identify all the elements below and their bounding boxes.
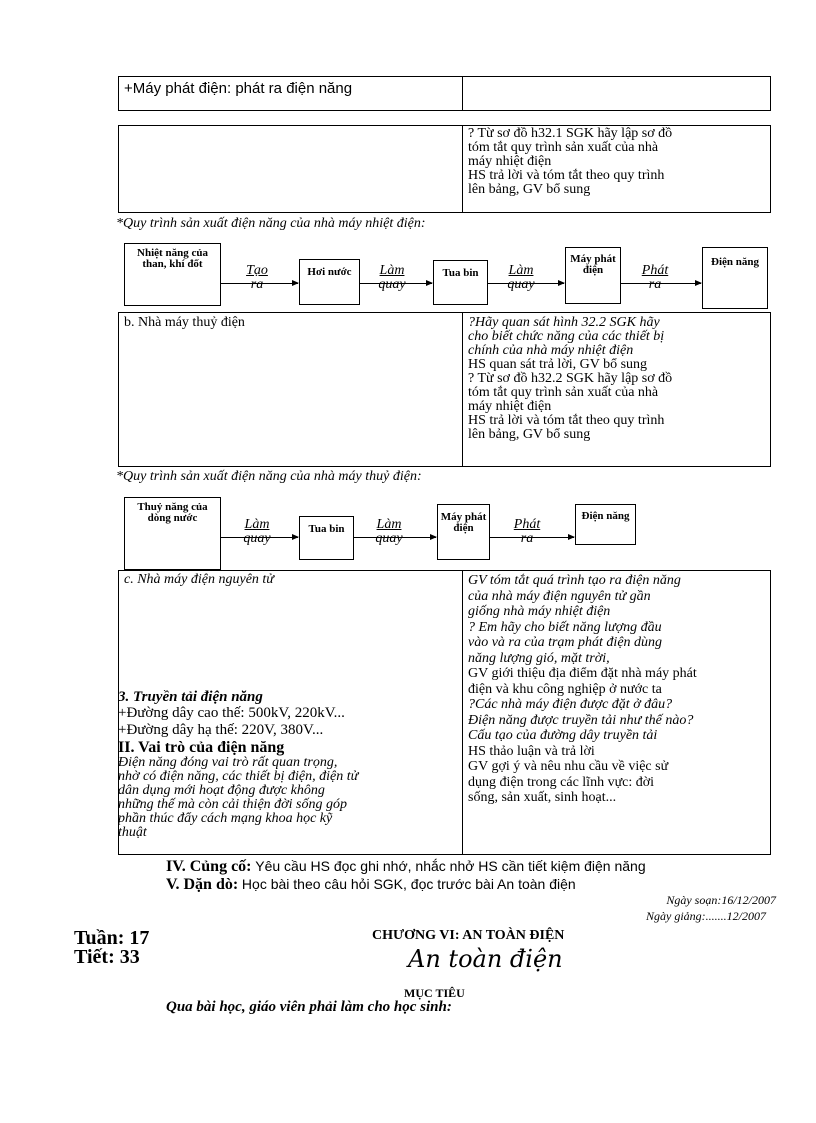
flow-label: Phát ra [641,263,669,292]
homework-text: Học bài theo câu hỏi SGK, đọc trước bài An toàn điện [241,876,576,892]
flow-box-heat-energy: Nhiệt năng của than, khí đốt [124,243,221,306]
text-line: Điện năng đóng vai trò rất quan trọng, [118,755,338,770]
text-line: ? Em hãy cho biết năng lượng đầu [468,619,662,635]
flow-box-electric-energy: Điện năng [702,247,768,309]
text-line: dụng điện trong các lĩnh vực: đời [468,774,655,790]
flow-label: Làm quay [243,517,271,546]
text-line: tóm tắt quy trình sản xuất của nhà [468,140,659,155]
table-divider [462,125,463,213]
text-line: HS quan sát trả lời, GV bổ sung [468,357,648,372]
text-line: lên bảng, GV bổ sung [468,427,591,442]
section-title: II. Vai trò của điện năng [118,739,285,756]
text-line: GV giới thiệu địa điểm đặt nhà máy phát [468,666,697,681]
text-line: chính của nhà máy nhiệt điện [468,343,634,358]
flow-label: Phát ra [513,517,541,546]
consolidation-label: IV. Củng cố: [166,858,252,875]
flow-box-electric-energy: Điện năng [575,504,636,545]
text-line: +Đường dây hạ thế: 220V, 380V... [118,722,324,738]
flow-label: Tạo ra [246,263,268,292]
nuclear-questions [468,573,766,853]
period-label: Tiết: 33 [74,946,140,968]
text-line: máy nhiệt điện [468,154,552,169]
text-line: giống nhà máy nhiệt điện [468,604,611,619]
week-label: Tuần: 17 [74,927,150,949]
homework-label: V. Dặn dò: [166,876,239,893]
text-line: ?Hãy quan sát hình 32.2 SGK hãy [468,316,660,330]
text-line: dân dụng mới hoạt động được không [118,783,325,798]
hydro-heading: b. Nhà máy thuỷ điện [124,316,245,330]
flow-label: Làm quay [378,263,406,292]
text-line: phần thúc đẩy cách mạng khoa học kỹ [118,811,333,826]
text-line: GV tóm tắt quá trình tạo ra điện năng [468,573,681,588]
flow-box-turbine: Tua bin [433,260,488,305]
text-line: Cấu tạo của đường dây truyền tải [468,728,658,743]
text-line: GV gợi ý và nêu nhu cầu về việc sử [468,759,669,774]
text-line: của nhà máy điện nguyên tử gần [468,588,651,604]
lesson-title: An toàn điện [408,945,563,973]
text-line: điện và khu công nghiệp ở nước ta [468,681,662,697]
teach-date: Ngày giảng:.......12/2007 [646,909,766,923]
homework-line [166,876,576,894]
text-line: HS trả lời và tóm tắt theo quy trình [468,168,665,183]
caption-thermal-process: *Quy trình sản xuất điện năng của nhà máy nhiệt điện: [116,216,426,231]
text-line: máy nhiệt điện [468,399,552,414]
text-line: sống, sản xuất, sinh hoạt... [468,790,617,805]
flow-box-generator: Máy phát điện [565,247,621,304]
table-divider [462,312,463,467]
text-line: +Đường dây cao thế: 500kV, 220kV... [118,705,345,721]
text-line: thuật [118,825,147,840]
generator-text: +Máy phát điện: phát ra điện năng [124,81,353,96]
text-line: lên bảng, GV bổ sung [468,182,591,197]
objectives-heading: MỤC TIÊU [404,986,465,1000]
flow-box-steam: Hơi nước [299,259,360,305]
flow-label: Làm quay [507,263,535,292]
text-line: ? Từ sơ đồ h32.2 SGK hãy lập sơ đồ [468,371,673,386]
prep-date: Ngày soạn:16/12/2007 [666,893,776,907]
transmission-section [118,690,458,854]
table-divider [462,570,463,855]
text-line: năng lượng gió, mặt trời, [468,650,610,666]
section-title: 3. Truyền tải điện năng [118,690,263,705]
flow-label: Làm quay [375,517,403,546]
text-line: ?Các nhà máy điện được đặt ở đâu? [468,697,673,712]
flow-box-turbine: Tua bin [299,516,354,560]
nuclear-heading: c. Nhà máy điện nguyên tử [124,573,274,587]
text-line: ? Từ sơ đồ h32.1 SGK hãy lập sơ đồ [468,127,673,141]
text-line: tóm tắt quy trình sản xuất của nhà [468,385,659,400]
text-line: HS trả lời và tóm tắt theo quy trình [468,413,665,428]
text-line: những thế mà còn cải thiện đời sống góp [118,797,347,812]
chapter-title: CHƯƠNG VI: AN TOÀN ĐIỆN [372,928,565,943]
text-line: Điện năng được truyền tải như thế nào? [468,712,694,728]
consolidation-line [166,858,646,876]
text-line: nhờ có điện năng, các thiết bị điện, điện tử [118,769,359,784]
flow-box-water-energy: Thuỷ năng của dòng nước [124,497,221,570]
caption-hydro-process: *Quy trình sản xuất điện năng của nhà máy thuỷ điện: [116,469,422,484]
consolidation-text: Yêu cầu HS đọc ghi nhớ, nhắc nhở HS cần tiết kiệm điện năng [255,858,646,874]
flow-box-generator: Máy phát điện [437,504,490,560]
objectives-intro: Qua bài học, giáo viên phải làm cho học sinh: [166,999,452,1015]
thermal-question-text [468,127,766,212]
text-line: HS thảo luận và trả lời [468,743,595,759]
hydro-questions [468,316,766,466]
table-divider [462,76,463,111]
text-line: cho biết chức năng của các thiết bị [468,329,665,344]
text-line: vào và ra của trạm phát điện dùng [468,635,663,650]
